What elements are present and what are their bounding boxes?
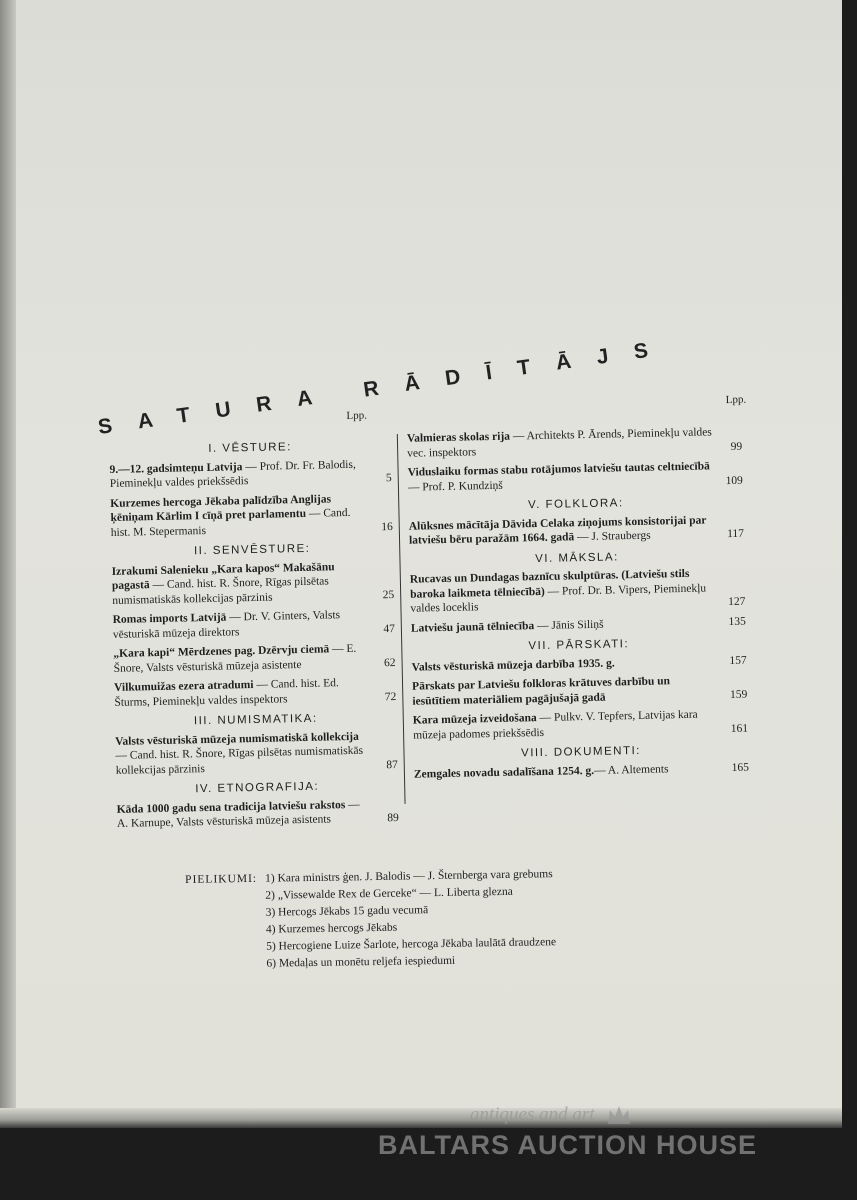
entry-title: Kurzemes hercoga Jēkaba palīdzība Anglijas ķēniņam Kārlim I cīņā pret parlamentu — [110, 492, 332, 524]
entry-title: Vilkumuižas ezera atradumi — [113, 679, 254, 694]
entry-title: Rucavas un Dundagas baznīcu skulptūras. (Latviešu stils baroka laikmeta tēlniecībā) — [409, 567, 690, 601]
entry-author: — Cand. hist. R. Šnore, Rīgas pilsētas numismatiskās kollekcijas pārzinis — [115, 744, 364, 777]
watermark-tagline: antiques and art — [470, 1104, 595, 1125]
entry-page-number: 109 — [725, 474, 743, 487]
entry-author: — Prof. Dr. B. Vipers, Pieminekļu valdes loceklis — [410, 582, 707, 615]
toc-entry — [413, 707, 749, 743]
entry-author: — E. Šnore, Valsts vēsturiskā mūzeja asistente — [113, 642, 357, 675]
entry-page-number: 99 — [730, 440, 743, 453]
entry-author: — Prof. Dr. Fr. Balodis, Pieminekļu valdes priekšsēdis — [109, 458, 356, 490]
page-spine — [0, 0, 16, 1125]
appendix-list — [185, 864, 687, 974]
toc-entry — [412, 673, 748, 709]
toc-entry — [410, 566, 746, 617]
table-of-contents — [108, 385, 757, 838]
title-word-raditajs: RĀDĪTĀJS — [362, 335, 676, 402]
toc-entry — [411, 614, 746, 636]
entry-title: Kara mūzeja izveidošana — [412, 712, 537, 727]
toc-entry — [409, 512, 745, 548]
entry-page-number: 5 — [385, 472, 392, 485]
toc-right-column — [406, 393, 749, 787]
entry-author: — Dr. V. Ginters, Valsts vēsturiskā mūzeja direktors — [112, 609, 341, 641]
entry-author: — Cand. hist. M. Stepermanis — [110, 506, 351, 539]
entry-title: Zemgales novadu sadalīšana 1254. g. — [413, 764, 595, 781]
entry-author: — J. Straubergs — [574, 529, 651, 544]
title-word-satura: SATURA — [96, 382, 340, 440]
section-heading: VI. MĀKSLA: — [535, 550, 619, 565]
toc-entry — [110, 491, 393, 540]
toc-entry — [115, 729, 398, 778]
entry-author: — Architekts P. Ārends, Pieminekļu valdes vec. inspektors — [407, 426, 712, 460]
page-label-right: Lpp. — [725, 393, 747, 407]
appendix-items — [185, 864, 687, 974]
entry-author: — Prof. P. Kundziņš — [407, 479, 503, 494]
entry-page-number: 25 — [382, 588, 395, 601]
entry-title: Valsts vēsturiskā mūzeja darbība 1935. g. — [411, 656, 615, 674]
entry-title: 9.—12. gadsimteņu Latvija — [109, 460, 243, 476]
toc-entry — [113, 607, 396, 642]
entry-title: Viduslaiku formas stabu rotājumos latviešu tautas celtniecībā — [407, 460, 710, 479]
toc-entry — [414, 760, 749, 782]
section-heading: II. SENVĒSTURE: — [193, 542, 311, 558]
entry-page-number: 87 — [386, 758, 398, 771]
entry-title: „Kara kapi“ Mērdzenes pag. Dzērvju ciemā — [113, 643, 330, 660]
entry-title: Kāda 1000 gadu sena tradicija latviešu rakstos — [116, 798, 346, 816]
entry-author: — A. Karnupe, Valsts vēsturiskā mūzeja asistents — [116, 798, 360, 830]
entry-author: — Cand. hist. R. Šnore, Rīgas pilsētas numismatiskās kollekcijas pārzinis — [112, 575, 329, 607]
entry-page-number: 47 — [383, 622, 396, 635]
toc-entry — [109, 457, 392, 492]
section-heading: VII. PĀRSKATI: — [528, 638, 630, 653]
entry-page-number: 161 — [730, 722, 749, 735]
entry-page-number: 165 — [731, 761, 749, 774]
section-heading: IV. ETNOGRAFIJA: — [195, 780, 320, 796]
entry-author: — Pulkv. V. Tepfers, Latvijas kara mūzeja padomes priekšsēdis — [413, 708, 698, 742]
entry-page-number: 117 — [727, 527, 745, 541]
toc-entry — [412, 653, 747, 675]
appendix-label: PIELIKUMI: — [185, 872, 258, 886]
entry-title: Romas imports Latvijā — [112, 611, 227, 626]
section-heading: VIII. DOKUMENTI: — [520, 744, 642, 760]
entry-author: — Jānis Siliņš — [534, 618, 604, 632]
page-label-left: Lpp. — [346, 409, 368, 423]
crown-icon — [606, 1104, 632, 1126]
toc-entry — [111, 559, 394, 608]
entry-author: — A. Altements — [593, 762, 669, 777]
entry-page-number: 157 — [729, 654, 747, 667]
entry-title: Alūksnes mācītāja Dāvida Celaka ziņojums konsistorijai par latviešu bēru paražām 1664. gadā — [408, 513, 707, 547]
appendix-item: 1) Kara ministrs ģen. J. Balodis — J. Šternberga vara grebums — [265, 868, 553, 885]
entry-page-number: 135 — [728, 615, 746, 628]
toc-entry — [114, 675, 397, 710]
section-heading: V. FOLKLORA: — [527, 497, 624, 512]
appendix-item: 4) Kurzemes hercogs Jēkabs — [265, 921, 398, 936]
appendix-item: 2) „Vissewalde Rex de Gerceke“ — L. Liberta glezna — [265, 885, 513, 902]
entry-page-number: 62 — [383, 656, 396, 669]
entry-page-number: 159 — [729, 688, 748, 701]
entry-title: Valmieras skolas rija — [406, 430, 511, 445]
toc-entry — [407, 459, 743, 495]
watermark-brand: BALTARS AUCTION HOUSE — [378, 1130, 757, 1160]
page-bottom-edge — [0, 1108, 842, 1128]
entry-title: Latviešu jaunā tēlniecība — [410, 619, 535, 635]
entry-title: Valsts vēsturiskā mūzeja numismatiskā kollekcija — [115, 730, 359, 748]
toc-entry — [113, 641, 396, 676]
toc-entry — [407, 425, 743, 461]
appendix-item: 6) Medaļas un monētu reljefa iespiedumi — [266, 954, 456, 970]
entry-author: — Cand. hist. Ed. Šturms, Pieminekļu valdes inspektors — [114, 677, 339, 709]
entry-title: Izrakumi Salenieku „Kara kapos“ Makašānu pagastā — [111, 560, 335, 592]
section-heading: III. NUMISMATIKA: — [193, 712, 318, 728]
entry-page-number: 89 — [387, 812, 399, 825]
entry-page-number: 16 — [381, 520, 393, 533]
toc-entry — [116, 797, 399, 832]
entry-page-number: 72 — [384, 690, 397, 703]
appendix-item: 3) Hercogs Jēkabs 15 gadu vecumā — [265, 904, 429, 919]
appendix-item: 5) Hercogiene Luize Šarlote, hercoga Jēkaba laulātā draudzene — [266, 936, 557, 953]
column-divider — [397, 434, 406, 804]
section-heading: I. VĒSTURE: — [208, 441, 292, 455]
entry-page-number: 127 — [728, 595, 746, 609]
entry-title: Pārskats par Latviešu folkloras krātuves darbību un iesūtītiem materiāliem pagājušajā gadā — [411, 675, 671, 708]
